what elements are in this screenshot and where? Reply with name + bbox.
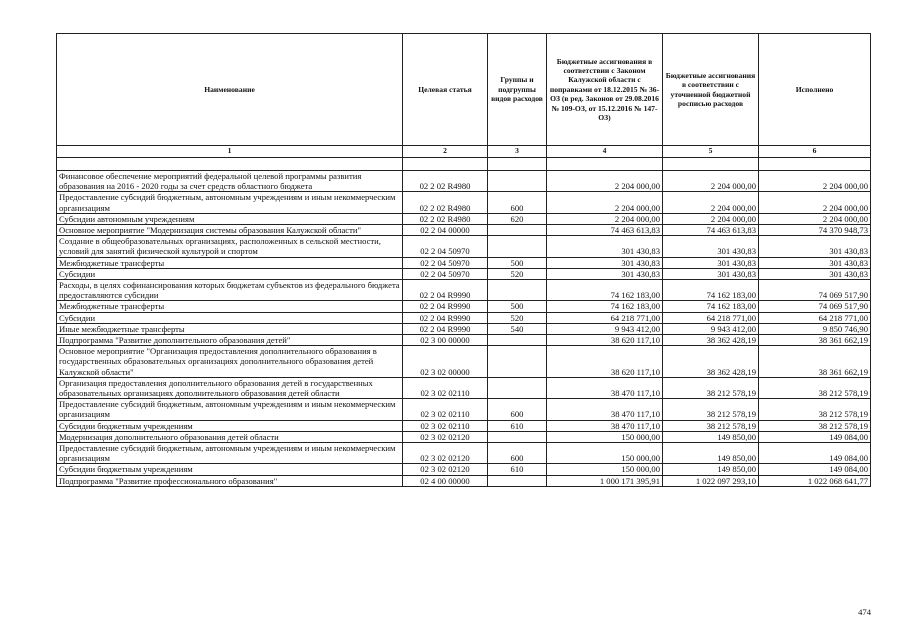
- row-budget-refined: 149 850,00: [663, 431, 759, 442]
- header-budget-refined: Бюджетные ассигнования в соответствии с уточненной бюджетной росписью расходов: [663, 34, 759, 146]
- row-name: Субсидии: [57, 312, 403, 323]
- row-budget-law: 1 000 171 395,91: [547, 475, 663, 486]
- row-expense-group: [488, 236, 547, 257]
- row-name: Предоставление субсидий бюджетным, автономным учреждениям и иным некоммерческим организациям: [57, 192, 403, 213]
- row-name: Создание в общеобразовательных организациях, расположенных в сельской местности, условий для занятий физической культурой и спортом: [57, 236, 403, 257]
- row-expense-group: [488, 171, 547, 192]
- row-budget-law: 74 463 613,83: [547, 225, 663, 236]
- row-name: Межбюджетные трансферты: [57, 301, 403, 312]
- row-target-article: 02 2 04 50970: [403, 236, 488, 257]
- row-target-article: 02 3 02 02110: [403, 377, 488, 398]
- row-budget-refined: 1 022 097 293,10: [663, 475, 759, 486]
- column-number: 3: [488, 146, 547, 158]
- row-expense-group: [488, 335, 547, 346]
- row-name: Субсидии: [57, 268, 403, 279]
- row-name: Субсидии бюджетным учреждениям: [57, 464, 403, 475]
- table-row: [57, 399, 871, 420]
- row-budget-refined: 74 162 183,00: [663, 301, 759, 312]
- table-row: [57, 420, 871, 431]
- header-row: [57, 34, 871, 146]
- row-expense-group: 500: [488, 301, 547, 312]
- row-executed: 149 084,00: [759, 464, 871, 475]
- row-expense-group: 620: [488, 213, 547, 224]
- column-number-row: [57, 146, 871, 158]
- row-name: Подпрограмма "Развитие дополнительного образования детей": [57, 335, 403, 346]
- table-row: [57, 280, 871, 301]
- row-budget-law: 301 430,83: [547, 236, 663, 257]
- row-name: Субсидии бюджетным учреждениям: [57, 420, 403, 431]
- row-name: Межбюджетные трансферты: [57, 257, 403, 268]
- row-budget-refined: 38 212 578,19: [663, 377, 759, 398]
- row-budget-refined: 9 943 412,00: [663, 323, 759, 334]
- row-target-article: 02 3 02 00000: [403, 346, 488, 378]
- row-executed: 74 069 517,90: [759, 301, 871, 312]
- row-name: Модернизация дополнительного образования детей области: [57, 431, 403, 442]
- row-expense-group: 600: [488, 192, 547, 213]
- row-executed: 38 361 662,19: [759, 346, 871, 378]
- row-name: Финансовое обеспечение мероприятий федеральной целевой программы развития образования на 2016 - 2020 годы за счет средств областного бюджета: [57, 171, 403, 192]
- row-budget-refined: 38 212 578,19: [663, 420, 759, 431]
- row-target-article: 02 2 02 R4980: [403, 171, 488, 192]
- header-expense-groups: Группы и подгруппы видов расходов: [488, 34, 547, 146]
- row-expense-group: 520: [488, 312, 547, 323]
- row-budget-refined: 64 218 771,00: [663, 312, 759, 323]
- table-row: [57, 171, 871, 192]
- column-number: 5: [663, 146, 759, 158]
- row-target-article: 02 3 02 02120: [403, 431, 488, 442]
- row-expense-group: 540: [488, 323, 547, 334]
- row-name: Субсидии автономным учреждениям: [57, 213, 403, 224]
- row-budget-refined: 38 362 428,19: [663, 346, 759, 378]
- row-executed: 2 204 000,00: [759, 171, 871, 192]
- row-executed: 38 212 578,19: [759, 377, 871, 398]
- row-expense-group: 600: [488, 399, 547, 420]
- row-executed: 149 084,00: [759, 431, 871, 442]
- row-budget-refined: 2 204 000,00: [663, 192, 759, 213]
- row-budget-law: 74 162 183,00: [547, 301, 663, 312]
- row-budget-refined: 38 362 428,19: [663, 335, 759, 346]
- row-executed: 74 069 517,90: [759, 280, 871, 301]
- row-budget-refined: 38 212 578,19: [663, 399, 759, 420]
- row-budget-refined: 74 463 613,83: [663, 225, 759, 236]
- spacer-row: [57, 158, 871, 171]
- table-row: [57, 346, 871, 378]
- row-target-article: 02 2 04 R9990: [403, 301, 488, 312]
- table-row: [57, 335, 871, 346]
- row-budget-refined: 149 850,00: [663, 443, 759, 464]
- row-budget-law: 301 430,83: [547, 257, 663, 268]
- row-budget-refined: 2 204 000,00: [663, 213, 759, 224]
- table-row: [57, 431, 871, 442]
- table-row: [57, 312, 871, 323]
- row-budget-refined: 301 430,83: [663, 268, 759, 279]
- row-budget-law: 301 430,83: [547, 268, 663, 279]
- row-expense-group: [488, 377, 547, 398]
- row-executed: 9 850 746,90: [759, 323, 871, 334]
- row-name: Основное мероприятие "Организация предоставления дополнительного образования в государственных образовательных организациях дополнительного образования детей Калужской области": [57, 346, 403, 378]
- row-budget-law: 150 000,00: [547, 464, 663, 475]
- row-budget-law: 9 943 412,00: [547, 323, 663, 334]
- table-row: [57, 464, 871, 475]
- table-row: [57, 301, 871, 312]
- header-name: Наименование: [57, 34, 403, 146]
- table-row: [57, 377, 871, 398]
- table-row: [57, 236, 871, 257]
- table-row: [57, 213, 871, 224]
- header-executed: Исполнено: [759, 34, 871, 146]
- row-budget-refined: 301 430,83: [663, 236, 759, 257]
- row-target-article: 02 3 02 02110: [403, 420, 488, 431]
- header-budget-law: Бюджетные ассигнования в соответствии с Законом Калужской области с поправками от 18.12.2015 № 36-ОЗ (в ред. Законов от 29.08.2016 № 109-ОЗ, от 15.12.2016 № 147-ОЗ): [547, 34, 663, 146]
- row-budget-law: 38 620 117,10: [547, 346, 663, 378]
- row-budget-refined: 74 162 183,00: [663, 280, 759, 301]
- row-target-article: 02 2 04 R9990: [403, 323, 488, 334]
- table-row: [57, 323, 871, 334]
- row-expense-group: 600: [488, 443, 547, 464]
- row-budget-refined: 301 430,83: [663, 257, 759, 268]
- row-target-article: 02 4 00 00000: [403, 475, 488, 486]
- row-executed: 1 022 068 641,77: [759, 475, 871, 486]
- row-budget-law: 2 204 000,00: [547, 171, 663, 192]
- table-row: [57, 268, 871, 279]
- row-executed: 301 430,83: [759, 236, 871, 257]
- row-executed: 2 204 000,00: [759, 213, 871, 224]
- header-target-article: Целевая статья: [403, 34, 488, 146]
- row-target-article: 02 3 00 00000: [403, 335, 488, 346]
- row-budget-law: 38 470 117,10: [547, 399, 663, 420]
- row-name: Подпрограмма "Развитие профессионального образования": [57, 475, 403, 486]
- column-number: 1: [57, 146, 403, 158]
- row-target-article: 02 2 04 50970: [403, 257, 488, 268]
- row-name: Иные межбюджетные трансферты: [57, 323, 403, 334]
- row-executed: 149 084,00: [759, 443, 871, 464]
- row-budget-refined: 149 850,00: [663, 464, 759, 475]
- row-target-article: 02 3 02 02120: [403, 464, 488, 475]
- row-budget-law: 38 470 117,10: [547, 420, 663, 431]
- page-number: 474: [858, 607, 871, 617]
- row-name: Предоставление субсидий бюджетным, автономным учреждениям и иным некоммерческим организациям: [57, 443, 403, 464]
- table-row: [57, 192, 871, 213]
- row-executed: 301 430,83: [759, 257, 871, 268]
- row-target-article: 02 2 04 R9990: [403, 312, 488, 323]
- row-name: Основное мероприятие "Модернизация системы образования Калужской области": [57, 225, 403, 236]
- row-executed: 74 370 948,73: [759, 225, 871, 236]
- row-executed: 301 430,83: [759, 268, 871, 279]
- row-name: Организация предоставления дополнительного образования детей в государственных образовательных организациях дополнительного образования детей области: [57, 377, 403, 398]
- table-row: [57, 257, 871, 268]
- row-target-article: 02 2 04 00000: [403, 225, 488, 236]
- row-executed: 64 218 771,00: [759, 312, 871, 323]
- row-executed: 2 204 000,00: [759, 192, 871, 213]
- row-name: Расходы, в целях софинансирования которых бюджетам субъектов из федерального бюджета предоставляются субсидии: [57, 280, 403, 301]
- row-expense-group: 520: [488, 268, 547, 279]
- row-target-article: 02 3 02 02110: [403, 399, 488, 420]
- column-number: 4: [547, 146, 663, 158]
- row-target-article: 02 3 02 02120: [403, 443, 488, 464]
- row-budget-law: 64 218 771,00: [547, 312, 663, 323]
- column-number: 2: [403, 146, 488, 158]
- row-target-article: 02 2 02 R4980: [403, 192, 488, 213]
- row-executed: 38 212 578,19: [759, 399, 871, 420]
- row-executed: 38 212 578,19: [759, 420, 871, 431]
- row-budget-law: 150 000,00: [547, 431, 663, 442]
- row-expense-group: [488, 431, 547, 442]
- row-expense-group: [488, 346, 547, 378]
- row-budget-law: 38 620 117,10: [547, 335, 663, 346]
- row-budget-law: 2 204 000,00: [547, 213, 663, 224]
- row-expense-group: 610: [488, 420, 547, 431]
- row-executed: 38 361 662,19: [759, 335, 871, 346]
- row-budget-law: 38 470 117,10: [547, 377, 663, 398]
- row-expense-group: [488, 280, 547, 301]
- row-target-article: 02 2 04 50970: [403, 268, 488, 279]
- table-row: [57, 443, 871, 464]
- column-number: 6: [759, 146, 871, 158]
- table-row: [57, 225, 871, 236]
- row-expense-group: 500: [488, 257, 547, 268]
- row-name: Предоставление субсидий бюджетным, автономным учреждениям и иным некоммерческим организациям: [57, 399, 403, 420]
- table-row: [57, 475, 871, 486]
- row-budget-law: 150 000,00: [547, 443, 663, 464]
- row-target-article: 02 2 04 R9990: [403, 280, 488, 301]
- row-expense-group: [488, 475, 547, 486]
- row-expense-group: 610: [488, 464, 547, 475]
- row-expense-group: [488, 225, 547, 236]
- budget-table: [56, 33, 871, 487]
- row-budget-refined: 2 204 000,00: [663, 171, 759, 192]
- row-budget-law: 2 204 000,00: [547, 192, 663, 213]
- row-budget-law: 74 162 183,00: [547, 280, 663, 301]
- row-target-article: 02 2 02 R4980: [403, 213, 488, 224]
